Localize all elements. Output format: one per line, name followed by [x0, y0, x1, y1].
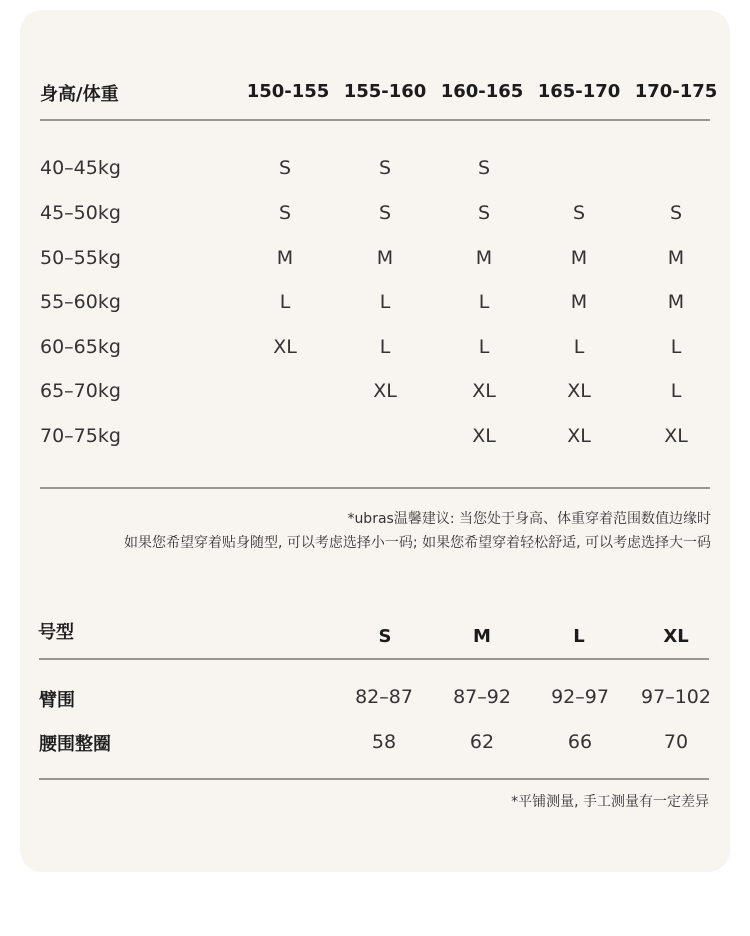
- size-cell: XL: [567, 425, 591, 447]
- size-cell: L: [478, 336, 490, 358]
- size-cell: S: [278, 157, 292, 179]
- size-cell: M: [475, 247, 493, 269]
- size-cell: S: [477, 202, 491, 224]
- measurement-cell: 92–97: [551, 686, 609, 708]
- size-chart-corner-label: 身高/体重: [40, 84, 119, 105]
- weight-row-label: 50–55kg: [40, 247, 121, 269]
- size-cell: S: [477, 157, 491, 179]
- size-cell: L: [379, 291, 391, 313]
- measurement-cell: 87–92: [453, 686, 511, 708]
- size-cell: S: [278, 202, 292, 224]
- measurement-row-label: 臂围: [39, 690, 75, 711]
- sizing-advice-note: 如果您希望穿着贴身随型, 可以考虑选择小一码; 如果您希望穿着轻松舒适, 可以考虑选择大一码: [124, 535, 711, 551]
- size-column-header: XL: [663, 626, 689, 647]
- weight-row-label: 40–45kg: [40, 157, 121, 179]
- size-cell: M: [570, 291, 588, 313]
- weight-row-label: 70–75kg: [40, 425, 121, 447]
- measurement-cell: 66: [567, 731, 593, 753]
- size-cell: M: [667, 247, 685, 269]
- size-cell: XL: [472, 425, 496, 447]
- measurement-cell: 82–87: [355, 686, 413, 708]
- size-cell: XL: [373, 380, 397, 402]
- weight-row-label: 55–60kg: [40, 291, 121, 313]
- size-cell: L: [478, 291, 490, 313]
- size-cell: L: [670, 336, 682, 358]
- size-cell: M: [276, 247, 294, 269]
- measurement-corner-label: 号型: [38, 622, 74, 643]
- size-column-header: M: [473, 626, 491, 647]
- height-column-header: 165-170: [537, 81, 621, 102]
- measurement-cell: 97–102: [641, 686, 711, 708]
- height-column-header: 155-160: [343, 81, 427, 102]
- measurement-cell: 62: [469, 731, 495, 753]
- measurement-cell: 70: [663, 731, 689, 753]
- weight-row-label: 65–70kg: [40, 380, 121, 402]
- height-column-header: 170-175: [634, 81, 718, 102]
- header-divider: [40, 119, 710, 121]
- size-cell: S: [669, 202, 683, 224]
- size-cell: M: [667, 291, 685, 313]
- size-cell: XL: [273, 336, 297, 358]
- size-cell: L: [573, 336, 585, 358]
- size-cell: XL: [472, 380, 496, 402]
- size-column-header: L: [573, 626, 585, 647]
- size-cell: L: [379, 336, 391, 358]
- size-cell: S: [378, 202, 392, 224]
- size-cell: L: [279, 291, 291, 313]
- height-column-header: 150-155: [246, 81, 330, 102]
- size-cell: L: [670, 380, 682, 402]
- size-cell: M: [376, 247, 394, 269]
- measurement-cell: 58: [371, 731, 397, 753]
- size-cell: M: [570, 247, 588, 269]
- sizing-advice-note: *ubras温馨建议: 当您处于身高、体重穿着范围数值边缘时: [347, 511, 711, 527]
- height-column-header: 160-165: [440, 81, 524, 102]
- size-guide-card: [20, 10, 730, 872]
- size-cell: S: [378, 157, 392, 179]
- weight-row-label: 45–50kg: [40, 202, 121, 224]
- size-cell: XL: [567, 380, 591, 402]
- measurement-header-divider: [39, 658, 709, 660]
- size-cell: S: [572, 202, 586, 224]
- measurement-bottom-divider: [39, 778, 709, 780]
- weight-row-label: 60–65kg: [40, 336, 121, 358]
- size-column-header: S: [378, 626, 392, 647]
- measurement-row-label: 腰围整圈: [39, 734, 111, 755]
- size-cell: XL: [664, 425, 688, 447]
- measurement-note: *平铺测量, 手工测量有一定差异: [511, 794, 709, 810]
- table-bottom-divider: [40, 487, 710, 489]
